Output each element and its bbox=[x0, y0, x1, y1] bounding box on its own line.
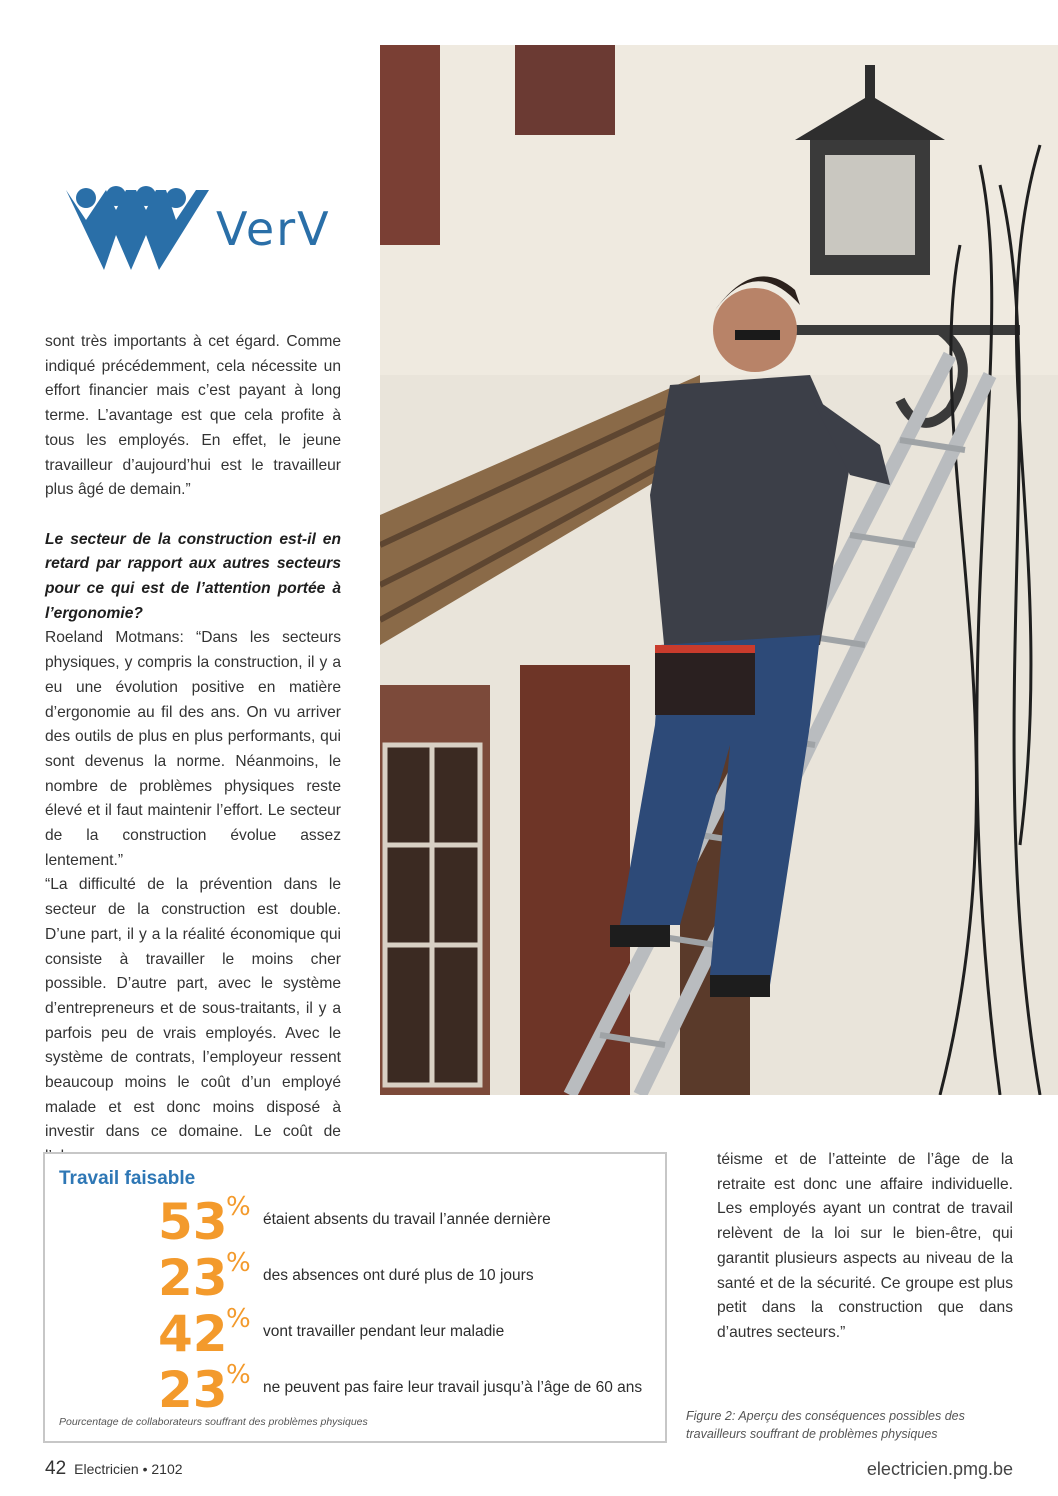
electrician-ladder-photo bbox=[380, 45, 1058, 1095]
website-link[interactable]: electricien.pmg.be bbox=[866, 1459, 1013, 1479]
stat-value: 23 bbox=[158, 1249, 228, 1307]
page-number: 42 bbox=[45, 1458, 67, 1479]
figure-caption: Figure 2: Aperçu des conséquences possibles des travailleurs souffrant de problèmes physiques bbox=[686, 1409, 965, 1441]
figure-title: Travail faisable bbox=[59, 1168, 196, 1189]
stat-unit: % bbox=[226, 1304, 251, 1334]
stat-value: 42 bbox=[158, 1305, 228, 1363]
article-column-right bbox=[717, 1148, 1013, 1346]
paragraph: sont très importants à cet égard. Comme indiqué précédemment, cela nécessite un effort financier mais c’est payant à long terme. L’avantage est que cela profite à tous les employés. En effet, le jeune travailleur d’aujourd’hui est le travailleur plus âgé de demain.” bbox=[45, 333, 341, 499]
stat-text: des absences ont duré plus de 10 jours bbox=[263, 1267, 534, 1284]
logo-wordmark: VerV bbox=[216, 202, 331, 256]
stat-value: 23 bbox=[158, 1361, 228, 1419]
stat-row bbox=[158, 1362, 658, 1418]
page-footer-left bbox=[45, 1458, 183, 1480]
stat-unit: % bbox=[226, 1248, 251, 1278]
people-figures-icon bbox=[64, 180, 214, 275]
article-column-left bbox=[45, 330, 341, 1170]
paragraph: “La difficulté de la prévention dans le secteur de la construction est double. D’une part, il y a la réalité économique qui consiste à travailler le moins cher possible. D’autre part, avec le système d’entrepreneurs et de sous-traitants, il y a parfois peu de vrais employés. Avec le système de contrats, l’employeur ressent beaucoup moins le coût d’un employé malade et est donc moins disposé à investir dans ce domaine. Le coût de bbox=[45, 876, 341, 1141]
stat-text: vont travailler pendant leur maladie bbox=[263, 1323, 505, 1340]
verv-logo bbox=[64, 180, 354, 275]
paragraph: Roeland Motmans: “Dans les secteurs physiques, y compris la construction, il y a eu une évolution positive en matière d’ergonomie au fil des ans. On vu arriver des outils de plus en plus performants, qui sont devenus la norme. Néanmoins, le nombre de problèmes physiques reste élevé et il faut maintenir l’effort. Le secteur de la construction évolue assez lentement.” bbox=[45, 629, 341, 869]
stat-value: 53 bbox=[158, 1193, 228, 1251]
stat-row bbox=[158, 1250, 658, 1306]
stat-row bbox=[158, 1306, 658, 1362]
figure-travail-faisable bbox=[43, 1152, 667, 1443]
interview-question: Le secteur de la construction est-il en retard par rapport aux autres secteurs pour ce qui est de l’attention portée à l’ergonomie? bbox=[45, 530, 341, 622]
stat-unit: % bbox=[226, 1192, 251, 1222]
figure-note: Pourcentage de collaborateurs souffrant des problèmes physiques bbox=[59, 1416, 368, 1428]
stat-unit: % bbox=[226, 1360, 251, 1390]
stat-text: ne peuvent pas faire leur travail jusqu’à l’âge de 60 ans bbox=[263, 1379, 643, 1396]
stat-text: étaient absents du travail l’année dernière bbox=[263, 1211, 551, 1228]
stat-row bbox=[158, 1194, 658, 1250]
magazine-issue: Electricien • 2102 bbox=[74, 1461, 183, 1477]
paragraph: téisme et de l’atteinte de l’âge de la retraite est donc une affaire individuelle. Les employés ayant un contrat de travail relèvent de la loi sur le bien-être, qui garantit plusieurs aspects au niveau de la santé et de la sécurité. Ce groupe est plus petit dans la construction que dans d’autres secteurs.” bbox=[717, 1151, 1013, 1341]
